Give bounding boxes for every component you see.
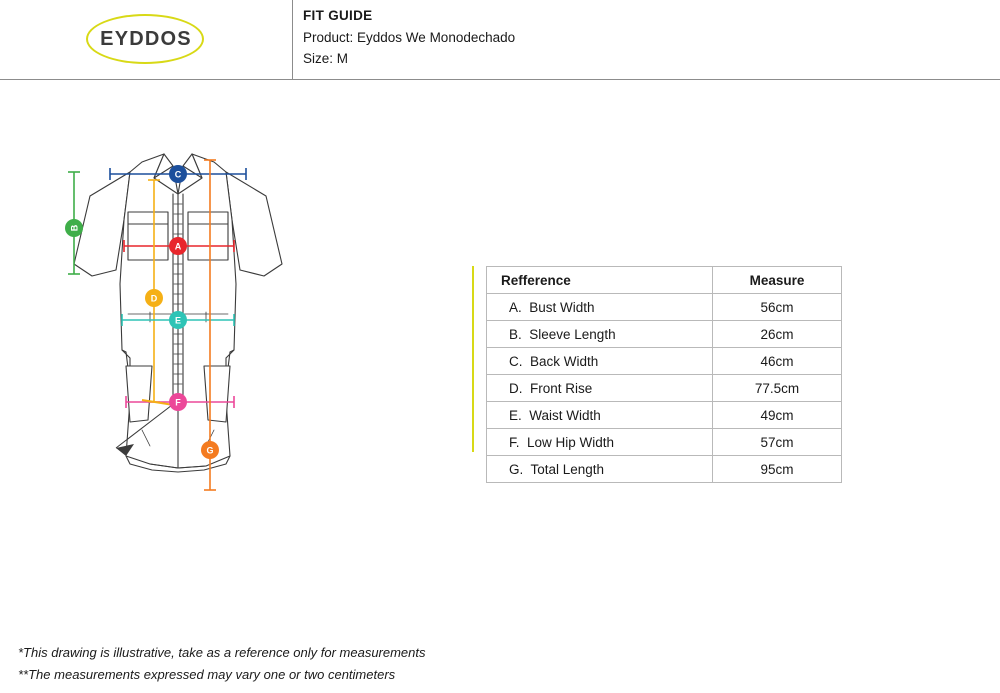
row-reference: C. Back Width xyxy=(487,348,713,375)
column-header-measure: Measure xyxy=(713,267,842,294)
measurement-badge-g xyxy=(201,441,219,459)
row-measure: 95cm xyxy=(713,456,842,483)
logo-text: EYDDOS xyxy=(100,28,192,50)
svg-text:F: F xyxy=(175,397,181,408)
svg-text:G: G xyxy=(206,445,214,456)
row-reference: D. Front Rise xyxy=(487,375,713,402)
brand-logo-cell xyxy=(0,0,293,79)
table-row xyxy=(487,375,842,402)
table-row xyxy=(487,321,842,348)
table-row xyxy=(487,429,842,456)
product-name: Product: Eyddos We Monodechado xyxy=(303,30,516,45)
row-measure: 46cm xyxy=(713,348,842,375)
measurement-badge-d xyxy=(145,289,163,307)
row-reference: F. Low Hip Width xyxy=(487,429,713,456)
measurement-table-area xyxy=(472,266,844,483)
header-info xyxy=(293,0,1000,79)
page-title: FIT GUIDE xyxy=(303,8,373,23)
footnotes xyxy=(18,642,426,685)
row-measure: 26cm xyxy=(713,321,842,348)
footnote-illustrative: *This drawing is illustrative, take as a reference only for measurements xyxy=(18,645,426,661)
row-reference: B. Sleeve Length xyxy=(487,321,713,348)
measurement-badge-f xyxy=(169,393,187,411)
measurement-badge-c xyxy=(169,165,187,183)
row-measure: 56cm xyxy=(713,294,842,321)
document-header xyxy=(0,0,1000,80)
table-row xyxy=(487,456,842,483)
table-row xyxy=(487,348,842,375)
svg-text:B: B xyxy=(69,224,80,232)
footnote-tolerance: **The measurements expressed may vary one or two centimeters xyxy=(18,666,396,682)
measurement-badge-b xyxy=(65,219,83,237)
accent-bar xyxy=(472,266,474,452)
garment-technical-drawing xyxy=(30,100,430,520)
svg-text:C: C xyxy=(174,169,182,180)
table-row xyxy=(487,294,842,321)
column-header-refference: Refference xyxy=(487,267,713,294)
row-measure: 57cm xyxy=(713,429,842,456)
row-reference: E. Waist Width xyxy=(487,402,713,429)
table-header-row xyxy=(487,267,842,294)
measurement-badge-a xyxy=(169,237,187,255)
logo xyxy=(86,14,206,66)
product-size: Size: M xyxy=(303,51,349,66)
row-measure: 49cm xyxy=(713,402,842,429)
svg-text:E: E xyxy=(174,315,182,326)
measurement-badge-e xyxy=(169,311,187,329)
row-measure: 77.5cm xyxy=(713,375,842,402)
row-reference: G. Total Length xyxy=(487,456,713,483)
row-reference: A. Bust Width xyxy=(487,294,713,321)
measurement-table xyxy=(486,266,842,483)
table-row xyxy=(487,402,842,429)
svg-text:D: D xyxy=(150,293,158,304)
svg-text:A: A xyxy=(174,241,182,252)
